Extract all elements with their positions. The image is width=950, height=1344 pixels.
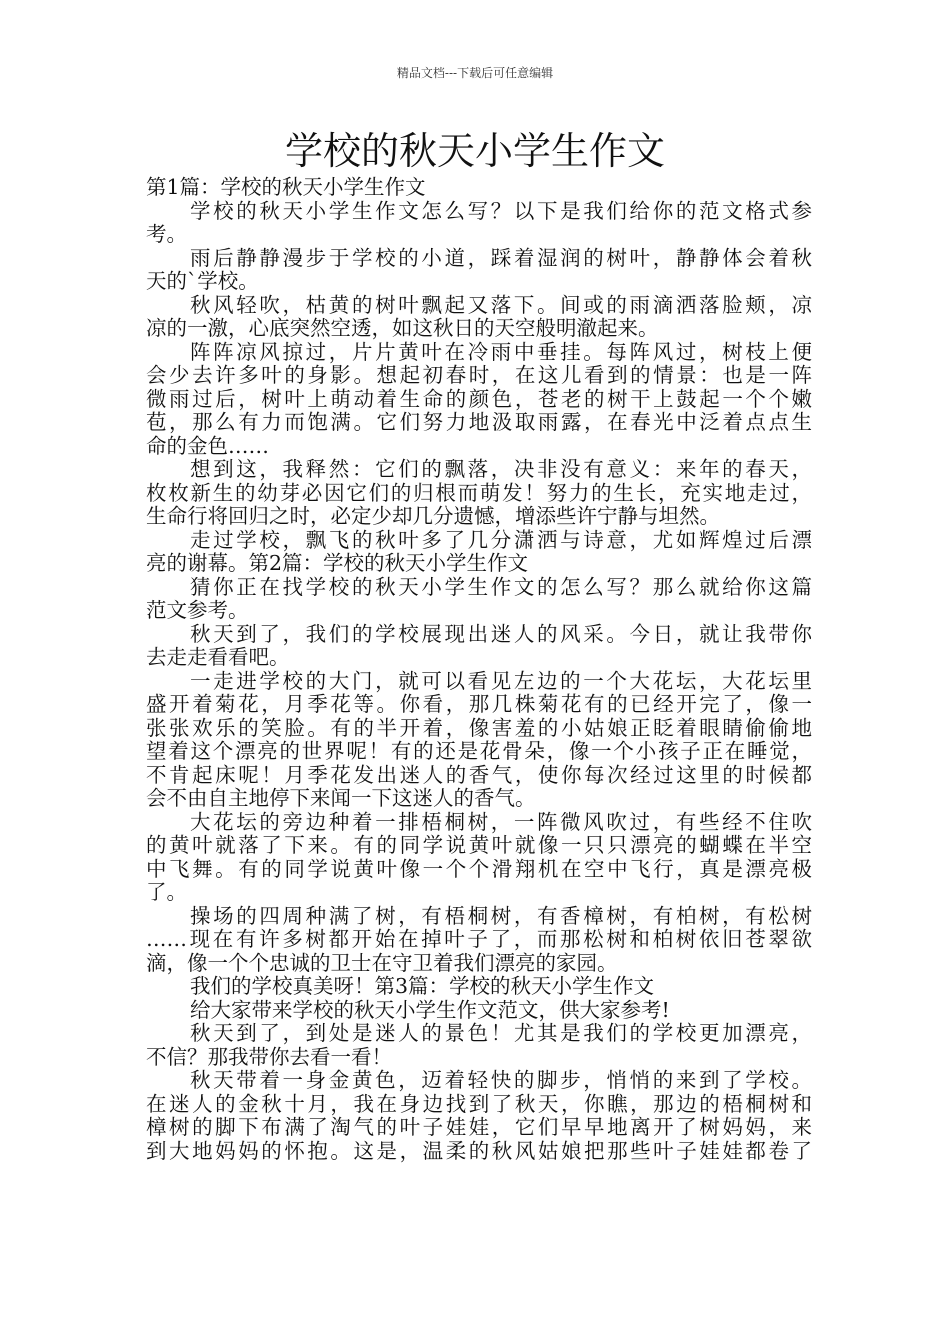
text-line: 阵阵凉风掠过，片片黄叶在冷雨中垂挂。每阵风过，树枝上便 <box>190 340 812 364</box>
text-line: 第1篇：学校的秋天小学生作文 <box>146 176 426 199</box>
text-line: 天的`学校。 <box>146 270 259 293</box>
text-line: 不肯起床呢！月季花发出迷人的香气，使你每次经过这里的时候都 <box>146 763 812 787</box>
text-line: 会少去许多叶的身影。想起初春时，在这儿看到的情景：也是一阵 <box>146 364 812 387</box>
text-line: 操场的四周种满了树，有梧桐树，有香樟树，有柏树，有松树 <box>190 904 812 928</box>
document-title: 学校的秋天小学生作文 <box>284 129 665 173</box>
text-line: 大花坛的旁边种着一排梧桐树，一阵微风吹过，有些经不住吹 <box>190 810 812 834</box>
text-line: 想到这，我释然：它们的飘落，决非没有意义：来年的春天， <box>190 458 812 481</box>
text-line: 张张欢乐的笑脸。有的半开着，像害羞的小姑娘正眨着眼睛偷偷地 <box>146 716 812 740</box>
text-line: 会不由自主地停下来闻一下这迷人的香气。 <box>146 787 536 810</box>
text-line: 中飞舞。有的同学说黄叶像一个个滑翔机在空中飞行，真是漂亮极 <box>146 857 812 881</box>
text-line: 樟树的脚下布满了淘气的叶子娃娃，它们早早地离开了树妈妈，来 <box>146 1116 812 1139</box>
text-line: 一走进学校的大门，就可以看见左边的一个大花坛，大花坛里 <box>190 669 812 693</box>
text-line: 到大地妈妈的怀抱。这是，温柔的秋风姑娘把那些叶子娃娃都卷了 <box>146 1139 812 1163</box>
text-line: 走过学校，飘飞的秋叶多了几分潇洒与诗意，尤如辉煌过后漂 <box>190 528 812 552</box>
text-line: 秋风轻吹，枯黄的树叶飘起又落下。间或的雨滴洒落脸颊，凉 <box>190 293 812 317</box>
text-line: 望着这个漂亮的世界呢！有的还是花骨朵，像一个小孩子正在睡觉， <box>146 740 812 763</box>
text-line: 的黄叶就落了下来。有的同学说黄叶就像一只只漂亮的蝴蝶在半空 <box>146 834 812 857</box>
text-line: 盛开着菊花，月季花等。你看，那几株菊花有的已经开完了，像一 <box>146 693 812 716</box>
text-line: 在迷人的金秋十月，我在身边找到了秋天，你瞧，那边的梧桐树和 <box>146 1092 812 1116</box>
text-line: 学校的秋天小学生作文怎么写？以下是我们给你的范文格式参 <box>190 199 812 223</box>
text-line: 范文参考。 <box>146 599 249 622</box>
page-header: 精品文档---下载后可任意编辑 <box>396 66 554 80</box>
text-line: 了。 <box>146 881 187 904</box>
text-line: 枚枚新生的幼芽必因它们的归根而萌发！努力的生长，充实地走过， <box>146 481 812 505</box>
text-line: 生命行将回归之时，必定少却几分遗憾，增添些许宁静与坦然。 <box>146 505 720 528</box>
text-line: 微雨过后，树叶上萌动着生命的颜色，苍老的树干上鼓起一个个嫩 <box>146 387 812 411</box>
text-line: 给大家带来学校的秋天小学生作文范文，供大家参考! <box>190 998 670 1022</box>
text-line: 去走走看看吧。 <box>146 646 290 669</box>
text-line: 凉的一激，心底突然空透，如这秋日的天空般明澈起来。 <box>146 317 659 340</box>
text-line: 猜你正在找学校的秋天小学生作文的怎么写？那么就给你这篇 <box>190 575 812 599</box>
document-body <box>146 176 812 1163</box>
text-line: 考。 <box>146 223 187 246</box>
text-line: 我们的学校真美呀！第3篇：学校的秋天小学生作文 <box>190 975 655 998</box>
text-line: 雨后静静漫步于学校的小道，踩着湿润的树叶，静静体会着秋 <box>190 246 812 270</box>
text-line: 秋天到了，我们的学校展现出迷人的风采。今日，就让我带你 <box>190 622 812 646</box>
text-line: 滴，像一个个忠诚的卫士在守卫着我们漂亮的家园。 <box>146 951 618 975</box>
text-line: 苞，那么有力而饱满。它们努力地汲取雨露，在春光中泛着点点生 <box>146 411 812 434</box>
text-line: 秋天带着一身金黄色，迈着轻快的脚步，悄悄的来到了学校。 <box>190 1069 812 1092</box>
text-line: 不信？那我带你去看一看！ <box>146 1045 392 1069</box>
text-line: ……现在有许多树都开始在掉叶子了，而那松树和柏树依旧苍翠欲 <box>146 928 812 951</box>
text-line: 亮的谢幕。第2篇：学校的秋天小学生作文 <box>146 552 529 575</box>
text-line: 命的金色…… <box>146 434 269 458</box>
text-line: 秋天到了，到处是迷人的景色！尤其是我们的学校更加漂亮， <box>190 1022 812 1045</box>
